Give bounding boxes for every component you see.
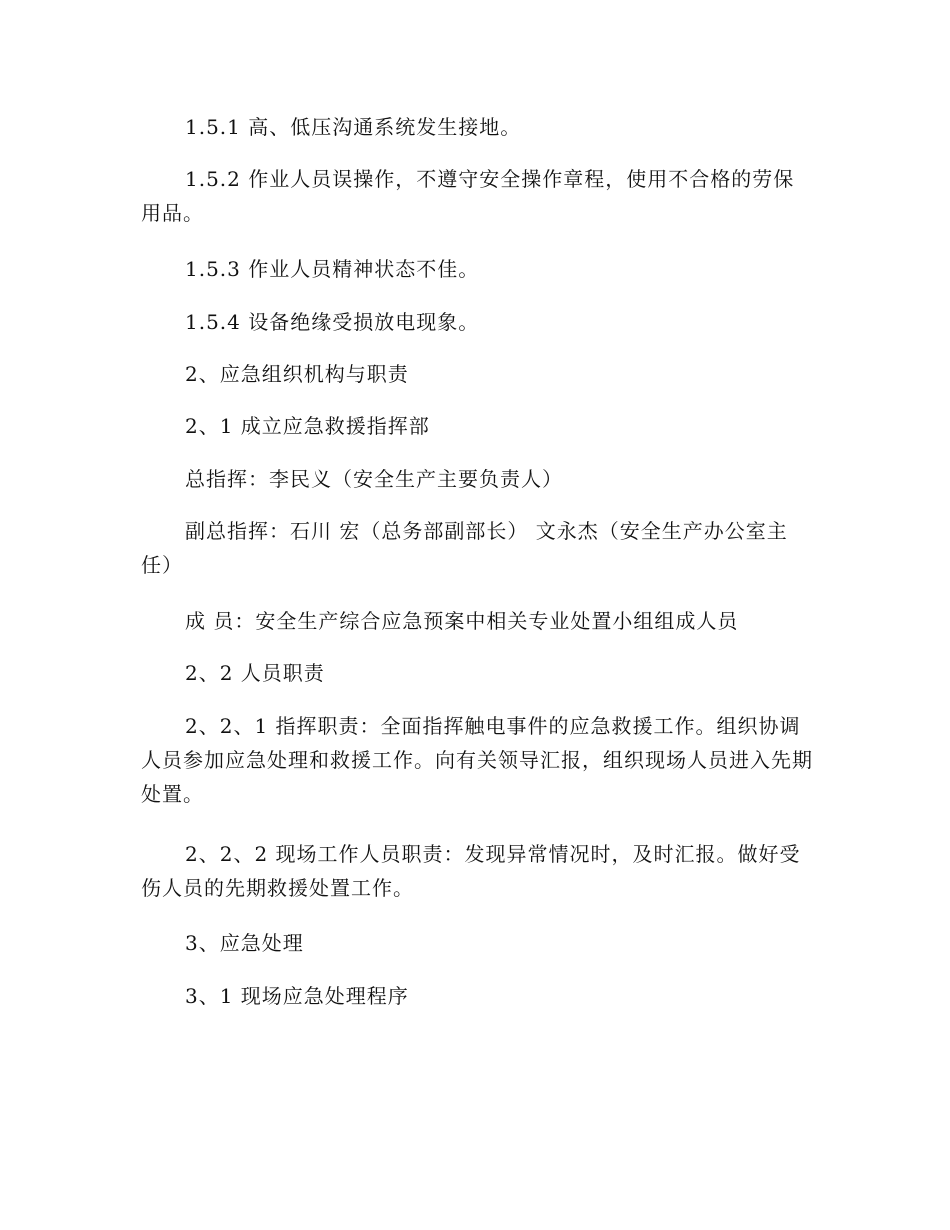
heading-section-3: 3、应急处理: [185, 931, 304, 955]
paragraph-2-2-1: 2、2、1 指挥职责：全面指挥触电事件的应急救援工作。组织协调人员参加应急处理和救援工作。向有关领导汇报，组织现场人员进入先期处置。: [141, 714, 813, 806]
heading-section-2: 2、应急组织机构与职责: [185, 362, 409, 386]
paragraph-1-5-2: 1.5.2 作业人员误操作，不遵守安全操作章程，使用不合格的劳保用品。: [141, 167, 795, 225]
paragraph-deputy-commander: 副总指挥：石川 宏（总务部副部长） 文永杰（安全生产办公室主任）: [141, 519, 788, 577]
paragraph-members: 成 员：安全生产综合应急预案中相关专业处置小组组成人员: [185, 609, 739, 633]
paragraph-commander: 总指挥：李民义（安全生产主要负责人）: [185, 467, 563, 491]
paragraph-1-5-3: 1.5.3 作业人员精神状态不佳。: [185, 257, 480, 281]
heading-section-2-1: 2、1 成立应急救援指挥部: [185, 414, 430, 438]
paragraph-1-5-4: 1.5.4 设备绝缘受损放电现象。: [185, 310, 480, 334]
paragraph-1-5-1: 1.5.1 高、低压沟通系统发生接地。: [185, 115, 522, 139]
heading-section-2-2: 2、2 人员职责: [185, 661, 325, 685]
heading-section-3-1: 3、1 现场应急处理程序: [185, 984, 409, 1008]
paragraph-2-2-2: 2、2、2 现场工作人员职责：发现异常情况时，及时汇报。做好受伤人员的先期救援处置工作。: [141, 842, 801, 900]
